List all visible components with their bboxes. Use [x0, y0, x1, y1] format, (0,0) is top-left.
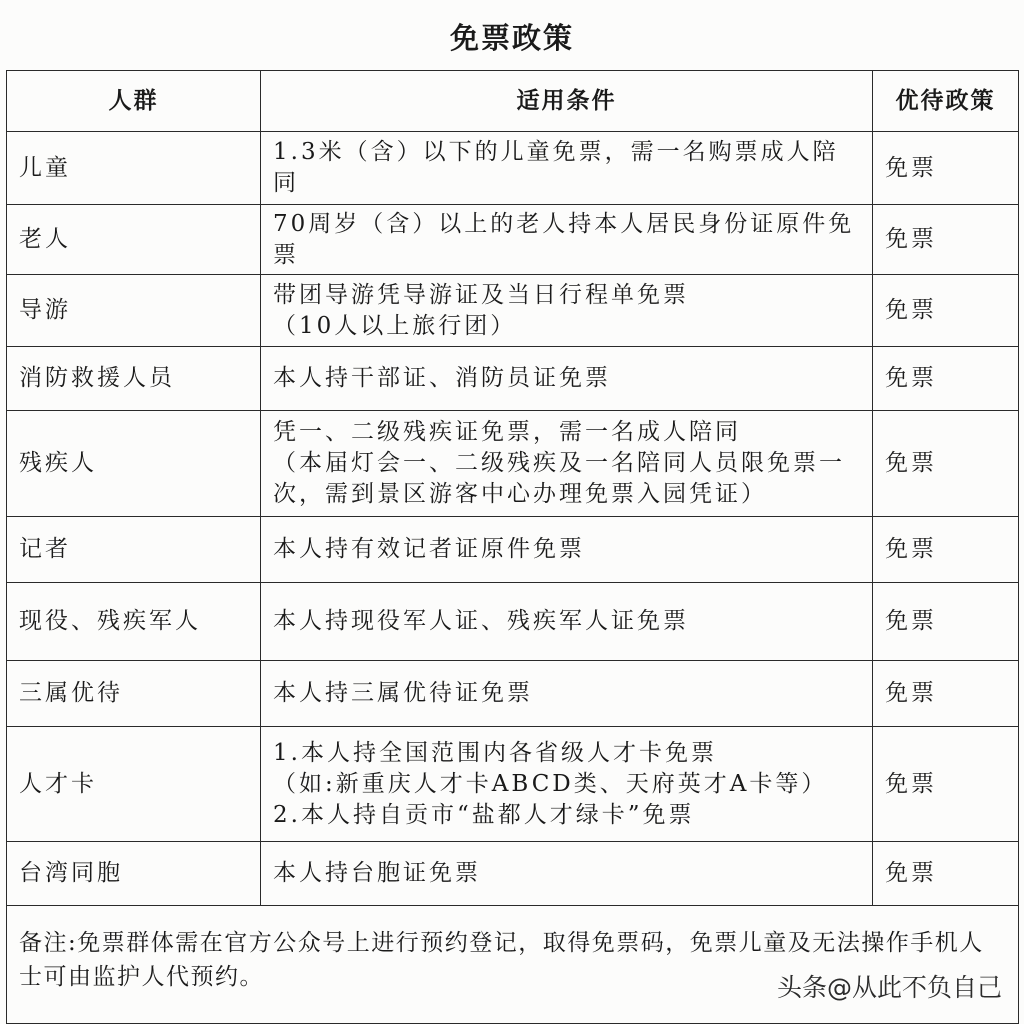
header-condition: 适用条件 [261, 71, 873, 132]
row-condition [261, 132, 873, 205]
table-row [7, 275, 1019, 347]
condition-line: （10人以上旅行团） [273, 312, 517, 339]
condition-line: 带团导游凭导游证及当日行程单免票 [273, 281, 689, 308]
table-row [7, 583, 1019, 661]
condition-line: 票 [273, 241, 299, 268]
row-group: 导游 [7, 275, 261, 347]
table-row [7, 411, 1019, 517]
condition-line: 本人持台胞证免票 [273, 860, 481, 886]
table-row [7, 727, 1019, 842]
row-condition [261, 205, 873, 275]
condition-line: 本人持三属优待证免票 [273, 680, 533, 706]
policy-table [6, 70, 1019, 1024]
table-row [7, 517, 1019, 583]
row-group: 三属优待 [7, 661, 261, 727]
row-policy: 免票 [873, 347, 1019, 411]
row-group: 台湾同胞 [7, 842, 261, 906]
table-row [7, 842, 1019, 906]
condition-line: 本人持现役军人证、残疾军人证免票 [273, 608, 689, 634]
row-condition [261, 583, 873, 661]
row-condition [261, 517, 873, 583]
watermark: 头条@从此不负自己 [776, 973, 1002, 1002]
table-row [7, 132, 1019, 205]
table-row [7, 205, 1019, 275]
row-condition [261, 411, 873, 517]
note-text: 备注:免票群体需在官方公众号上进行预约登记，取得免票码，免票儿童及无法操作手机人士可由监护人代预约。 [7, 906, 1019, 1024]
row-policy: 免票 [873, 132, 1019, 205]
row-condition [261, 347, 873, 411]
table-row [7, 347, 1019, 411]
row-policy: 免票 [873, 583, 1019, 661]
condition-line: 凭一、二级残疾证免票，需一名成人陪同 [273, 419, 741, 445]
table-row [7, 661, 1019, 727]
row-condition [261, 842, 873, 906]
condition-line: 同 [273, 170, 299, 196]
condition-line: 1.本人持全国范围内各省级人才卡免票 [273, 739, 717, 766]
row-group: 消防救援人员 [7, 347, 261, 411]
condition-line: （本届灯会一、二级残疾及一名陪同人员限免票一 [273, 450, 845, 476]
condition-line: （如:新重庆人才卡ABCD类、天府英才A卡等） [273, 770, 828, 797]
condition-line: 本人持干部证、消防员证免票 [273, 365, 611, 391]
row-group: 现役、残疾军人 [7, 583, 261, 661]
row-group: 记者 [7, 517, 261, 583]
header-policy: 优待政策 [873, 71, 1019, 132]
row-policy: 免票 [873, 842, 1019, 906]
row-condition [261, 727, 873, 842]
condition-line: 70周岁（含）以上的老人持本人居民身份证原件免 [273, 210, 855, 237]
row-condition [261, 661, 873, 727]
table-header-row [7, 71, 1019, 132]
row-policy: 免票 [873, 411, 1019, 517]
row-policy: 免票 [873, 205, 1019, 275]
row-group: 残疾人 [7, 411, 261, 517]
page-title: 免票政策 [449, 21, 574, 55]
row-policy: 免票 [873, 661, 1019, 727]
condition-line: 2.本人持自贡市“盐都人才绿卡”免票 [273, 801, 695, 828]
row-group: 儿童 [7, 132, 261, 205]
condition-line: 本人持有效记者证原件免票 [273, 536, 585, 562]
row-policy: 免票 [873, 275, 1019, 347]
note-row [7, 906, 1019, 1024]
row-condition [261, 275, 873, 347]
row-group: 老人 [7, 205, 261, 275]
row-policy: 免票 [873, 727, 1019, 842]
condition-line: 1.3米（含）以下的儿童免票，需一名购票成人陪 [273, 139, 839, 165]
row-policy: 免票 [873, 517, 1019, 583]
header-group: 人群 [7, 71, 261, 132]
row-group: 人才卡 [7, 727, 261, 842]
condition-line: 次，需到景区游客中心办理免票入园凭证） [273, 481, 767, 507]
